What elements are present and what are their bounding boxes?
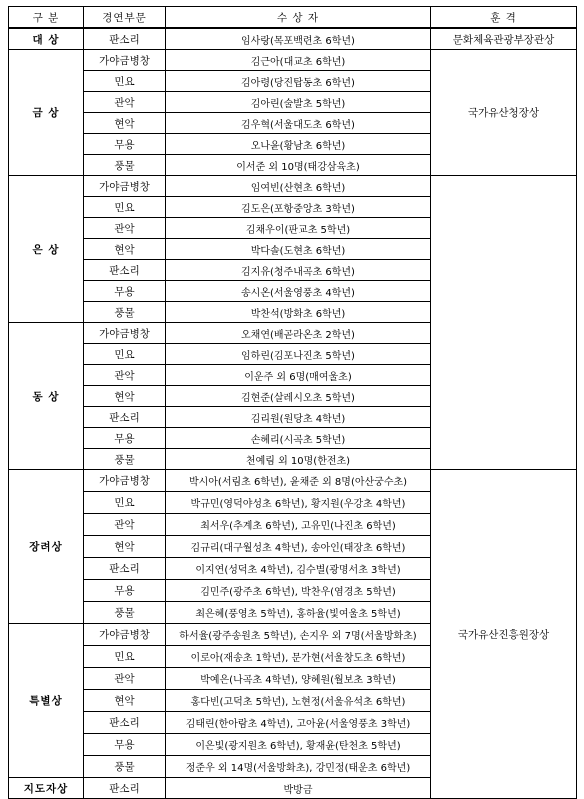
category-cell: 장려상 [9, 470, 84, 624]
recipient-cell: 최은혜(풍영초 5학년), 홍하율(빛여울초 5학년) [166, 602, 431, 624]
recipient-cell: 김현준(살레시오초 5학년) [166, 386, 431, 407]
division-cell: 현악 [84, 113, 166, 134]
division-cell: 무용 [84, 134, 166, 155]
division-cell: 관악 [84, 218, 166, 239]
header-award: 훈 격 [431, 7, 577, 29]
recipient-cell: 오나윤(황남초 6학년) [166, 134, 431, 155]
recipient-cell: 임하린(김포나진초 5학년) [166, 344, 431, 365]
division-cell: 현악 [84, 536, 166, 558]
recipient-cell: 김채우이(판교초 5학년) [166, 218, 431, 239]
header-division: 경연부문 [84, 7, 166, 29]
division-cell: 민요 [84, 492, 166, 514]
category-cell: 특별상 [9, 624, 84, 778]
header-row [9, 7, 577, 29]
division-cell: 무용 [84, 734, 166, 756]
division-cell: 가야금병창 [84, 323, 166, 344]
recipient-cell: 김우혁(서울대도초 6학년) [166, 113, 431, 134]
recipient-cell: 하서율(광주송원초 5학년), 손지우 외 7명(서울방화초) [166, 624, 431, 646]
recipient-cell: 박예은(나곡초 4학년), 양혜원(월보초 3학년) [166, 668, 431, 690]
division-cell: 무용 [84, 281, 166, 302]
recipient-cell: 임여빈(산현초 6학년) [166, 176, 431, 197]
award-cell-empty [431, 176, 577, 470]
recipient-cell: 박찬석(방화초 6학년) [166, 302, 431, 323]
recipient-cell: 임사랑(목포백련초 6학년) [166, 28, 431, 50]
division-cell: 풍물 [84, 302, 166, 323]
division-cell: 무용 [84, 428, 166, 449]
division-cell: 가야금병창 [84, 470, 166, 492]
category-cell: 금 상 [9, 50, 84, 176]
division-cell: 무용 [84, 580, 166, 602]
recipient-cell: 박다솔(도현초 6학년) [166, 239, 431, 260]
division-cell: 민요 [84, 71, 166, 92]
division-cell: 풍물 [84, 155, 166, 176]
award-cell: 국가유산진흥원장상 [431, 470, 577, 799]
award-cell: 문화체육관광부장관상 [431, 28, 577, 50]
recipient-cell: 홍다빈(고덕초 5학년), 노현정(서울유석초 6학년) [166, 690, 431, 712]
division-cell: 관악 [84, 365, 166, 386]
division-cell: 가야금병창 [84, 624, 166, 646]
recipient-cell: 이서준 외 10명(태강삼육초) [166, 155, 431, 176]
header-category: 구 분 [9, 7, 84, 29]
category-cell: 동 상 [9, 323, 84, 470]
recipient-cell: 김지유(청주내곡초 6학년) [166, 260, 431, 281]
recipient-cell: 김아령(당진탑동초 6학년) [166, 71, 431, 92]
division-cell: 판소리 [84, 712, 166, 734]
recipient-cell: 김리원(원당초 4학년) [166, 407, 431, 428]
recipient-cell: 김태린(한아람초 4학년), 고아윤(서울영풍초 3학년) [166, 712, 431, 734]
division-cell: 풍물 [84, 602, 166, 624]
recipient-cell: 손혜리(시곡초 5학년) [166, 428, 431, 449]
division-cell: 판소리 [84, 407, 166, 428]
recipient-cell: 이은빛(광지원초 6학년), 황재윤(탄천초 5학년) [166, 734, 431, 756]
recipient-cell: 김근아(대교초 6학년) [166, 50, 431, 71]
recipient-cell: 송시온(서울영풍초 4학년) [166, 281, 431, 302]
division-cell: 관악 [84, 92, 166, 113]
division-cell: 현악 [84, 386, 166, 407]
recipient-cell: 박방금 [166, 778, 431, 799]
recipient-cell: 천예림 외 10명(한전초) [166, 449, 431, 470]
recipient-cell: 박규민(영덕야성초 6학년), 황지원(우강초 4학년) [166, 492, 431, 514]
table-row [9, 50, 577, 71]
awards-table [8, 6, 577, 799]
division-cell: 민요 [84, 197, 166, 218]
division-cell: 가야금병창 [84, 50, 166, 71]
recipient-cell: 최서우(추계초 6학년), 고유민(나진초 6학년) [166, 514, 431, 536]
recipient-cell: 박시아(서림초 6학년), 윤채준 외 8명(아산궁수초) [166, 470, 431, 492]
recipient-cell: 오채연(배곧라온초 2학년) [166, 323, 431, 344]
division-cell: 풍물 [84, 756, 166, 778]
division-cell: 현악 [84, 239, 166, 260]
division-cell: 관악 [84, 668, 166, 690]
header-recipient: 수 상 자 [166, 7, 431, 29]
award-cell: 국가유산청장상 [431, 50, 577, 176]
recipient-cell: 이지연(성덕초 4학년), 김수별(광명서초 3학년) [166, 558, 431, 580]
recipient-cell: 김도은(포항중앙초 3학년) [166, 197, 431, 218]
division-cell: 풍물 [84, 449, 166, 470]
table-row [9, 176, 577, 197]
table-row [9, 470, 577, 492]
recipient-cell: 김아린(술발초 5학년) [166, 92, 431, 113]
division-cell: 판소리 [84, 28, 166, 50]
category-cell: 대 상 [9, 28, 84, 50]
recipient-cell: 김민주(광주초 6학년), 박찬우(염경초 5학년) [166, 580, 431, 602]
category-cell: 지도자상 [9, 778, 84, 799]
division-cell: 관악 [84, 514, 166, 536]
division-cell: 민요 [84, 646, 166, 668]
table-row [9, 28, 577, 50]
division-cell: 현악 [84, 690, 166, 712]
division-cell: 민요 [84, 344, 166, 365]
division-cell: 판소리 [84, 558, 166, 580]
division-cell: 판소리 [84, 778, 166, 799]
division-cell: 판소리 [84, 260, 166, 281]
recipient-cell: 정준우 외 14명(서울방화초), 강민정(태운초 6학년) [166, 756, 431, 778]
category-cell: 은 상 [9, 176, 84, 323]
division-cell: 가야금병창 [84, 176, 166, 197]
recipient-cell: 김규리(대구월성초 4학년), 송아인(태장초 6학년) [166, 536, 431, 558]
recipient-cell: 이로아(재송초 1학년), 문가현(서울창도초 6학년) [166, 646, 431, 668]
recipient-cell: 이운주 외 6명(매여울초) [166, 365, 431, 386]
